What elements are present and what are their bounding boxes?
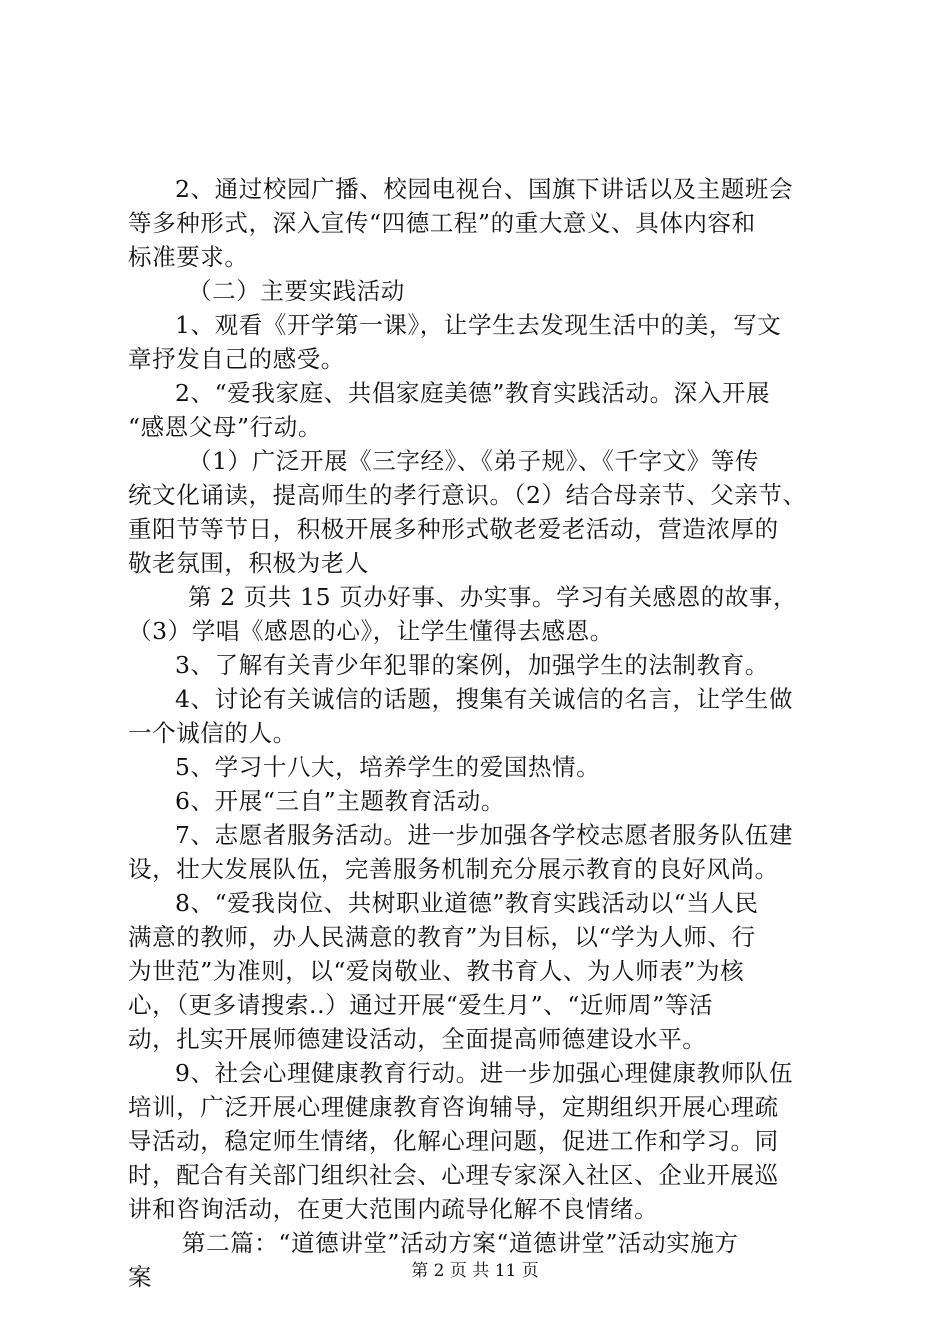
text-line: 6、开展“三自”主题教育活动。 <box>175 787 505 815</box>
text-line: 5、学习十八大，培养学生的爱国热情。 <box>175 753 601 781</box>
section-heading: （二）主要实践活动 <box>188 277 405 305</box>
text-line: 标准要求。 <box>128 243 249 271</box>
text-line: （3）学唱《感恩的心》，让学生懂得去感恩。 <box>128 617 614 645</box>
text-line: 时，配合有关部门组织社会、心理专家深入社区、企业开展巡 <box>128 1161 779 1189</box>
text-line: 等多种形式，深入宣传“四德工程”的重大意义、具体内容和 <box>128 209 756 237</box>
text-line: 1、观看《开学第一课》，让学生去发现生活中的美，写文 <box>175 311 782 339</box>
text-line: 7、志愿者服务活动。进一步加强各学校志愿者服务队伍建 <box>175 821 794 849</box>
text-line: 2、“爱我家庭、共倡家庭美德”教育实践活动。深入开展 <box>175 379 771 407</box>
text-line: 8、“爱我岗位、共树职业道德”教育实践活动以“当人民 <box>175 889 759 917</box>
text-line: 4、讨论有关诚信的话题，搜集有关诚信的名言，让学生做 <box>175 685 794 713</box>
text-line: 设，壮大发展队伍，完善服务机制充分展示教育的良好风尚。 <box>128 855 779 883</box>
document-body <box>128 172 830 1294</box>
text-line: 第 2 页共 15 页办好事、办实事。学习有关感恩的故事， <box>188 583 798 611</box>
text-line: 培训，广泛开展心理健康教育咨询辅导，定期组织开展心理疏 <box>128 1093 779 1121</box>
page-footer: 第 2 页 共 11 页 <box>411 1261 539 1281</box>
text-line: “感恩父母”行动。 <box>128 413 322 441</box>
text-line: 为世范”为准则，以“爱岗敬业、教书育人、为人师表”为核 <box>128 957 745 985</box>
text-line: 导活动，稳定师生情绪，化解心理问题，促进工作和学习。同 <box>128 1127 779 1155</box>
text-line: 案 <box>128 1263 153 1291</box>
text-line: 重阳节等节日，积极开展多种形式敬老爱老活动，营造浓厚的 <box>128 515 779 543</box>
text-line: 3、了解有关青少年犯罪的案例，加强学生的法制教育。 <box>175 651 769 679</box>
text-line: 9、社会心理健康教育行动。进一步加强心理健康教师队伍 <box>175 1059 794 1087</box>
text-line: 章抒发自己的感受。 <box>128 345 345 373</box>
text-line: 敬老氛围，积极为老人 <box>128 549 369 577</box>
text-line: 统文化诵读，提高师生的孝行意识。（2）结合母亲节、父亲节、 <box>128 481 807 509</box>
text-line: 一个诚信的人。 <box>128 719 297 747</box>
text-line: 满意的教师，办人民满意的教育”为目标，以“学为人师、行 <box>128 923 756 951</box>
text-line: 讲和咨询活动，在更大范围内疏导化解不良情绪。 <box>128 1195 659 1223</box>
text-line: 动，扎实开展师德建设活动，全面提高师德建设水平。 <box>128 1025 707 1053</box>
chapter-heading: 第二篇：“道德讲堂”活动方案“道德讲堂”活动实施方 <box>182 1229 739 1257</box>
text-line: 心，（更多请搜索..）通过开展“爱生月”、“近师周”等活 <box>128 991 714 1019</box>
text-line: 2、通过校园广播、校园电视台、国旗下讲话以及主题班会 <box>175 175 794 203</box>
text-line: （1）广泛开展《三字经》、《弟子规》、《千字文》等传 <box>188 447 760 475</box>
